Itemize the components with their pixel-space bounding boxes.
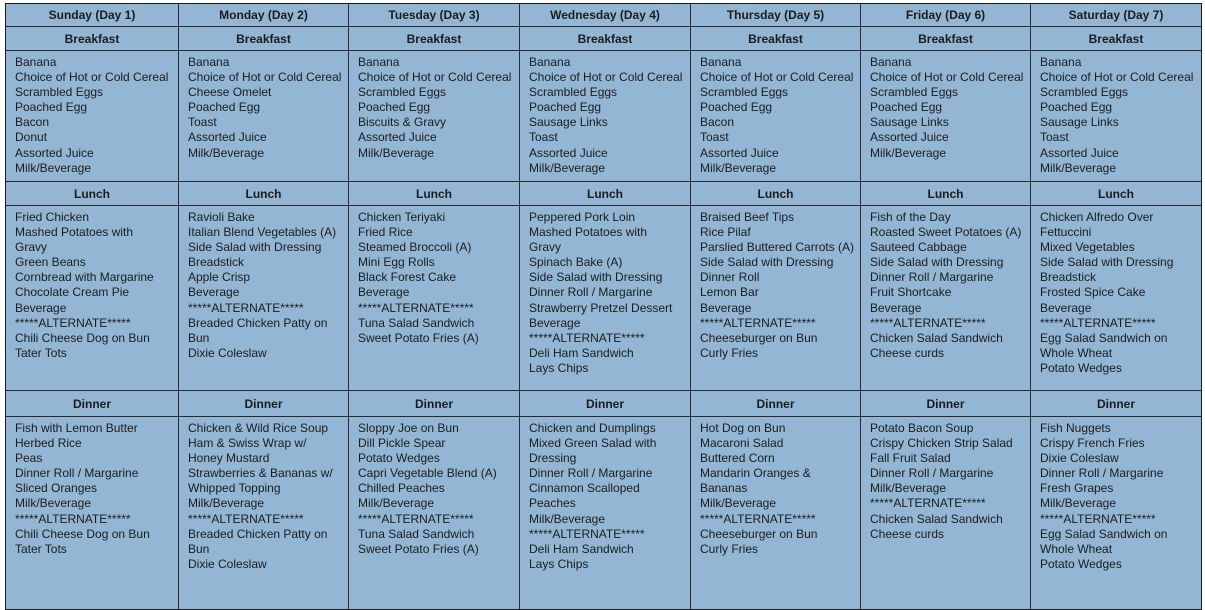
lunch-label: Lunch <box>520 182 691 206</box>
lunch-label: Lunch <box>691 182 861 206</box>
breakfast-label: Breakfast <box>861 27 1031 51</box>
weekly-menu-grid <box>5 3 1202 610</box>
breakfast-items-wednesday: Banana Choice of Hot or Cold Cereal Scrambled Eggs Poached Egg Sausage Links Toast Assorted Juice Milk/Beverage <box>520 51 691 182</box>
dinner-label: Dinner <box>861 391 1031 417</box>
breakfast-label: Breakfast <box>179 27 349 51</box>
breakfast-label: Breakfast <box>691 27 861 51</box>
day-header-tuesday: Tuesday (Day 3) <box>349 4 520 27</box>
lunch-items-thursday: Braised Beef Tips Rice Pilaf Parslied Buttered Carrots (A) Side Salad with Dressing Dinner Roll Lemon Bar Beverage *****ALTERNATE***** Cheeseburger on Bun Curly Fries <box>691 206 861 391</box>
day-header-saturday: Saturday (Day 7) <box>1031 4 1201 27</box>
lunch-label: Lunch <box>861 182 1031 206</box>
dinner-items-thursday: Hot Dog on Bun Macaroni Salad Buttered Corn Mandarin Oranges & Bananas Milk/Beverage *****ALTERNATE***** Cheeseburger on Bun Curly Fries <box>691 417 861 609</box>
dinner-label: Dinner <box>691 391 861 417</box>
breakfast-label: Breakfast <box>349 27 520 51</box>
day-header-friday: Friday (Day 6) <box>861 4 1031 27</box>
lunch-label: Lunch <box>179 182 349 206</box>
lunch-items-wednesday: Peppered Pork Loin Mashed Potatoes with Gravy Spinach Bake (A) Side Salad with Dressing Dinner Roll / Margarine Strawberry Pretzel Dessert Beverage *****ALTERNATE***** Deli Ham Sandwich Lays Chips <box>520 206 691 391</box>
lunch-label: Lunch <box>6 182 179 206</box>
lunch-items-tuesday: Chicken Teriyaki Fried Rice Steamed Broccoli (A) Mini Egg Rolls Black Forest Cake Beverage *****ALTERNATE***** Tuna Salad Sandwich Sweet Potato Fries (A) <box>349 206 520 391</box>
dinner-label: Dinner <box>179 391 349 417</box>
lunch-items-monday: Ravioli Bake Italian Blend Vegetables (A) Side Salad with Dressing Breadstick Apple Crisp Beverage *****ALTERNATE***** Breaded Chicken Patty on Bun Dixie Coleslaw <box>179 206 349 391</box>
lunch-label: Lunch <box>349 182 520 206</box>
day-header-thursday: Thursday (Day 5) <box>691 4 861 27</box>
dinner-label: Dinner <box>1031 391 1201 417</box>
dinner-label: Dinner <box>6 391 179 417</box>
breakfast-label: Breakfast <box>6 27 179 51</box>
breakfast-label: Breakfast <box>1031 27 1201 51</box>
breakfast-items-monday: Banana Choice of Hot or Cold Cereal Cheese Omelet Poached Egg Toast Assorted Juice Milk/Beverage <box>179 51 349 182</box>
dinner-label: Dinner <box>520 391 691 417</box>
lunch-items-friday: Fish of the Day Roasted Sweet Potatoes (A) Sauteed Cabbage Side Salad with Dressing Dinner Roll / Margarine Fruit Shortcake Beverage *****ALTERNATE***** Chicken Salad Sandwich Cheese curds <box>861 206 1031 391</box>
dinner-items-friday: Potato Bacon Soup Crispy Chicken Strip Salad Fall Fruit Salad Dinner Roll / Margarine Milk/Beverage *****ALTERNATE***** Chicken Salad Sandwich Cheese curds <box>861 417 1031 609</box>
breakfast-label: Breakfast <box>520 27 691 51</box>
dinner-items-tuesday: Sloppy Joe on Bun Dill Pickle Spear Potato Wedges Capri Vegetable Blend (A) Chilled Peaches Milk/Beverage *****ALTERNATE***** Tuna Salad Sandwich Sweet Potato Fries (A) <box>349 417 520 609</box>
day-header-wednesday: Wednesday (Day 4) <box>520 4 691 27</box>
breakfast-items-friday: Banana Choice of Hot or Cold Cereal Scrambled Eggs Poached Egg Sausage Links Assorted Juice Milk/Beverage <box>861 51 1031 182</box>
breakfast-items-sunday: Banana Choice of Hot or Cold Cereal Scrambled Eggs Poached Egg Bacon Donut Assorted Juice Milk/Beverage <box>6 51 179 182</box>
dinner-items-wednesday: Chicken and Dumplings Mixed Green Salad with Dressing Dinner Roll / Margarine Cinnamon Scalloped Peaches Milk/Beverage *****ALTERNATE***** Deli Ham Sandwich Lays Chips <box>520 417 691 609</box>
day-header-monday: Monday (Day 2) <box>179 4 349 27</box>
dinner-label: Dinner <box>349 391 520 417</box>
dinner-items-monday: Chicken & Wild Rice Soup Ham & Swiss Wrap w/ Honey Mustard Strawberries & Bananas w/ Whipped Topping Milk/Beverage *****ALTERNATE***** Breaded Chicken Patty on Bun Dixie Coleslaw <box>179 417 349 609</box>
breakfast-items-tuesday: Banana Choice of Hot or Cold Cereal Scrambled Eggs Poached Egg Biscuits & Gravy Assorted Juice Milk/Beverage <box>349 51 520 182</box>
lunch-items-sunday: Fried Chicken Mashed Potatoes with Gravy Green Beans Cornbread with Margarine Chocolate Cream Pie Beverage *****ALTERNATE***** Chili Cheese Dog on Bun Tater Tots <box>6 206 179 391</box>
breakfast-items-saturday: Banana Choice of Hot or Cold Cereal Scrambled Eggs Poached Egg Sausage Links Toast Assorted Juice Milk/Beverage <box>1031 51 1201 182</box>
dinner-items-sunday: Fish with Lemon Butter Herbed Rice Peas Dinner Roll / Margarine Sliced Oranges Milk/Beverage *****ALTERNATE***** Chili Cheese Dog on Bun Tater Tots <box>6 417 179 609</box>
lunch-label: Lunch <box>1031 182 1201 206</box>
breakfast-items-thursday: Banana Choice of Hot or Cold Cereal Scrambled Eggs Poached Egg Bacon Toast Assorted Juice Milk/Beverage <box>691 51 861 182</box>
dinner-items-saturday: Fish Nuggets Crispy French Fries Dixie Coleslaw Dinner Roll / Margarine Fresh Grapes Milk/Beverage *****ALTERNATE***** Egg Salad Sandwich on Whole Wheat Potato Wedges <box>1040 421 1168 571</box>
lunch-items-saturday: Chicken Alfredo Over Fettuccini Mixed Vegetables Side Salad with Dressing Breadstick Frosted Spice Cake Beverage *****ALTERNATE***** Egg Salad Sandwich on Whole Wheat Potato Wedges <box>1031 206 1201 391</box>
day-header-sunday: Sunday (Day 1) <box>6 4 179 27</box>
